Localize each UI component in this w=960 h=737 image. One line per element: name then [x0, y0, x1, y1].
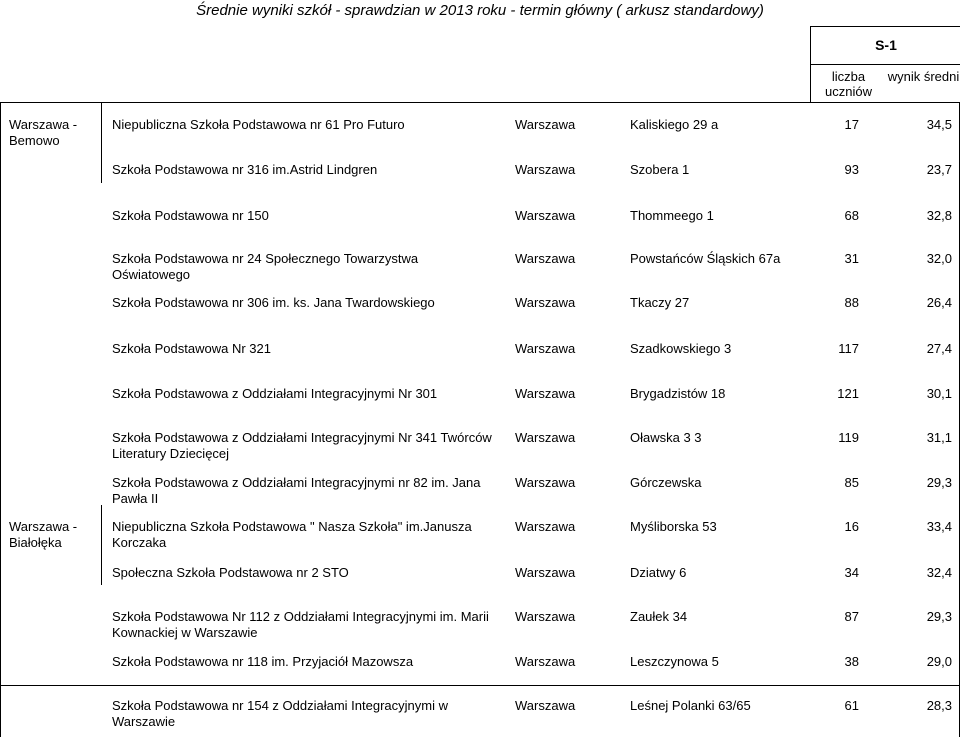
results-table	[0, 102, 960, 737]
school-city: Warszawa	[515, 208, 576, 223]
school-address: Górczewska	[630, 475, 702, 490]
school-name: Społeczna Szkoła Podstawowa nr 2 STO	[112, 565, 349, 580]
student-count: 87	[844, 609, 859, 624]
school-city: Warszawa	[515, 430, 576, 445]
school-address: Szadkowskiego 3	[630, 341, 732, 356]
student-count: 34	[844, 565, 859, 580]
column-header-score: wynik średni	[887, 69, 960, 84]
row-separator	[1, 685, 959, 686]
student-count: 68	[844, 208, 859, 223]
student-count: 88	[844, 295, 859, 310]
school-name: Szkoła Podstawowa nr 24 Społecznego Towarzystwa Oświatowego	[112, 251, 419, 282]
school-name: Szkoła Podstawowa z Oddziałami Integracyjnymi Nr 341 Twórców Literatury Dziecięcej	[112, 430, 492, 461]
district-divider	[101, 103, 102, 183]
school-address: Szobera 1	[630, 162, 690, 177]
student-count: 121	[837, 386, 859, 401]
average-score: 31,1	[926, 430, 952, 445]
school-name: Szkoła Podstawowa z Oddziałami Integracyjnymi Nr 301	[112, 386, 438, 401]
school-address: Oławska 3 3	[630, 430, 702, 445]
school-name: Szkoła Podstawowa Nr 112 z Oddziałami Integracyjnymi im. Marii Kownackiej w Warszawie	[112, 609, 489, 640]
average-score: 27,4	[926, 341, 952, 356]
student-count: 93	[844, 162, 859, 177]
district-label: Warszawa - Białołęka	[9, 519, 78, 550]
average-score: 29,3	[926, 475, 952, 490]
school-address: Powstańców Śląskich 67a	[630, 251, 781, 266]
district-label: Warszawa - Bemowo	[9, 117, 78, 148]
average-score: 26,4	[926, 295, 952, 310]
student-count: 61	[844, 698, 859, 713]
column-header-count: liczba uczniów	[825, 69, 872, 99]
school-city: Warszawa	[515, 654, 576, 669]
section-code: S-1	[811, 27, 960, 65]
school-address: Zaułek 34	[630, 609, 688, 624]
student-count: 17	[844, 117, 859, 132]
average-score: 28,3	[926, 698, 952, 713]
school-address: Kaliskiego 29 a	[630, 117, 719, 132]
average-score: 32,8	[926, 208, 952, 223]
school-address: Myśliborska 53	[630, 519, 717, 534]
district-divider	[101, 505, 102, 585]
student-count: 119	[838, 430, 859, 445]
school-city: Warszawa	[515, 162, 576, 177]
average-score: 29,0	[926, 654, 952, 669]
school-city: Warszawa	[515, 117, 576, 132]
student-count: 85	[844, 475, 859, 490]
school-city: Warszawa	[515, 519, 576, 534]
school-name: Szkoła Podstawowa Nr 321	[112, 341, 271, 356]
school-city: Warszawa	[515, 251, 576, 266]
school-address: Thommeego 1	[630, 208, 714, 223]
column-header-block	[810, 26, 960, 103]
school-city: Warszawa	[515, 386, 576, 401]
school-name: Niepubliczna Szkoła Podstawowa " Nasza Szkoła" im.Janusza Korczaka	[112, 519, 472, 550]
average-score: 23,7	[926, 162, 952, 177]
average-score: 33,4	[926, 519, 952, 534]
student-count: 31	[844, 251, 859, 266]
school-city: Warszawa	[515, 609, 576, 624]
school-name: Szkoła Podstawowa nr 154 z Oddziałami Integracyjnymi w Warszawie	[112, 698, 448, 729]
school-city: Warszawa	[515, 565, 576, 580]
student-count: 117	[838, 341, 859, 356]
average-score: 34,5	[926, 117, 952, 132]
student-count: 38	[844, 654, 859, 669]
average-score: 30,1	[926, 386, 952, 401]
school-name: Szkoła Podstawowa nr 150	[112, 208, 269, 223]
school-name: Szkoła Podstawowa nr 316 im.Astrid Lindgren	[112, 162, 378, 177]
student-count: 16	[844, 519, 859, 534]
school-city: Warszawa	[515, 295, 576, 310]
school-name: Szkoła Podstawowa z Oddziałami Integracyjnymi nr 82 im. Jana Pawła II	[112, 475, 481, 506]
school-address: Tkaczy 27	[630, 295, 690, 310]
school-city: Warszawa	[515, 698, 576, 713]
average-score: 32,0	[926, 251, 952, 266]
average-score: 32,4	[926, 565, 952, 580]
school-address: Leśnej Polanki 63/65	[630, 698, 751, 713]
school-address: Dziatwy 6	[630, 565, 687, 580]
school-city: Warszawa	[515, 341, 576, 356]
page-title: Średnie wyniki szkół - sprawdzian w 2013 roku - termin główny ( arkusz standardowy)	[196, 2, 764, 19]
school-name: Niepubliczna Szkoła Podstawowa nr 61 Pro Futuro	[112, 117, 405, 132]
school-name: Szkoła Podstawowa nr 306 im. ks. Jana Twardowskiego	[112, 295, 435, 310]
average-score: 29,3	[926, 609, 952, 624]
school-address: Brygadzistów 18	[630, 386, 726, 401]
school-name: Szkoła Podstawowa nr 118 im. Przyjaciół Mazowsza	[112, 654, 414, 669]
school-address: Leszczynowa 5	[630, 654, 719, 669]
school-city: Warszawa	[515, 475, 576, 490]
